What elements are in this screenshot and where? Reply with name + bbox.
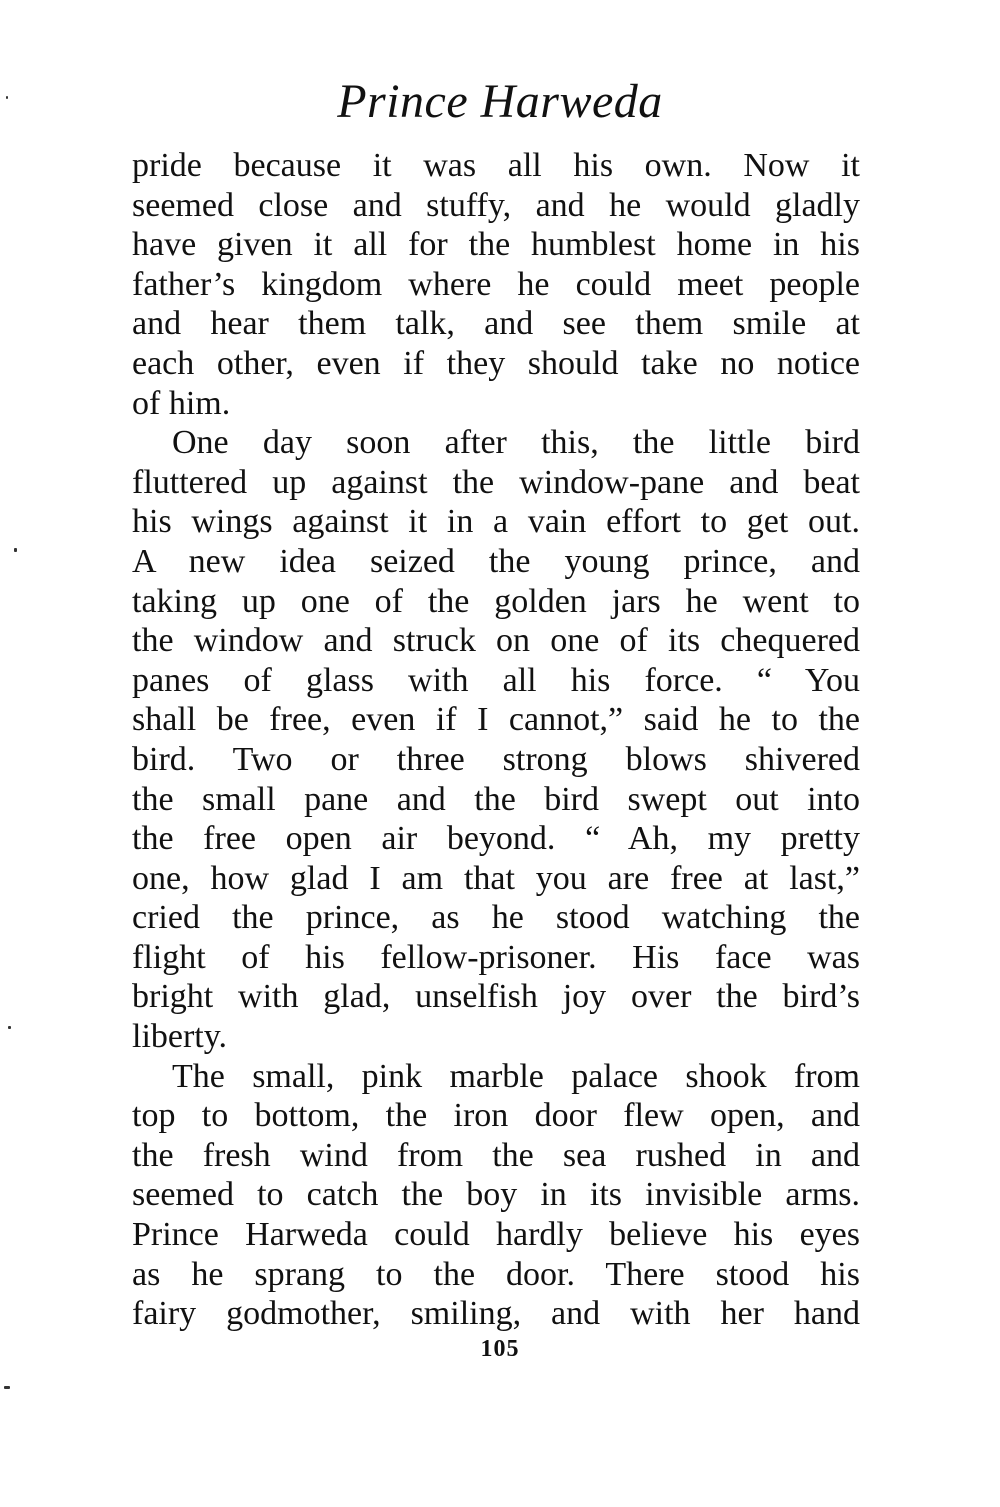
text-line: The small, pink marble palace shook from: [172, 1057, 860, 1095]
text-line: the small pane and the bird swept out into: [132, 780, 860, 818]
scan-speck: [8, 1026, 11, 1029]
text-line: bright with glad, unselfish joy over the bird’s: [132, 978, 860, 1016]
text-line: flight of his fellow-prisoner. His face was: [132, 938, 860, 976]
paragraph-1: [132, 146, 860, 423]
text-line: seemed to catch the boy in its invisible arms.: [132, 1176, 860, 1214]
text-line: the free open air beyond. “ Ah, my pretty: [132, 820, 860, 858]
text-line: his wings against it in a vain effort to get out.: [132, 503, 860, 541]
text-line: A new idea seized the young prince, and: [132, 542, 860, 580]
text-line: panes of glass with all his force. “ You: [132, 661, 860, 699]
text-line: of him.: [132, 384, 231, 422]
scan-speck: [4, 1386, 10, 1389]
running-head-title: Prince Harweda: [337, 75, 663, 128]
scan-speck: [6, 96, 8, 99]
text-line: top to bottom, the iron door flew open, and: [132, 1097, 860, 1135]
text-line: the fresh wind from the sea rushed in and: [132, 1136, 860, 1174]
scan-speck: [14, 548, 17, 552]
text-line: One day soon after this, the little bird: [172, 424, 860, 462]
text-line: taking up one of the golden jars he went to: [132, 582, 860, 620]
paragraph-2: [132, 423, 860, 1057]
text-line: cried the prince, as he stood watching the: [132, 899, 860, 937]
text-line: as he sprang to the door. There stood his: [132, 1255, 860, 1293]
text-line: fluttered up against the window-pane and beat: [132, 463, 860, 501]
text-line: one, how glad I am that you are free at last,”: [132, 859, 860, 897]
text-line: liberty.: [132, 1018, 228, 1056]
text-line: and hear them talk, and see them smile at: [132, 305, 860, 343]
text-line: each other, even if they should take no notice: [132, 344, 860, 382]
text-line: father’s kingdom where he could meet people: [132, 265, 860, 303]
text-line: pride because it was all his own. Now it: [132, 147, 860, 184]
text-line: fairy godmother, smiling, and with her hand: [132, 1295, 860, 1333]
page-number: 105: [480, 1336, 520, 1362]
body-text: [132, 146, 860, 1334]
paragraph-3: [132, 1057, 860, 1334]
text-line: have given it all for the humblest home in his: [132, 226, 860, 264]
text-line: the window and struck on one of its chequered: [132, 622, 860, 660]
text-line: shall be free, even if I cannot,” said he to the: [132, 701, 860, 739]
text-line: seemed close and stuffy, and he would gladly: [132, 186, 860, 224]
text-line: bird. Two or three strong blows shivered: [132, 740, 860, 778]
text-line: Prince Harweda could hardly believe his eyes: [132, 1216, 860, 1254]
